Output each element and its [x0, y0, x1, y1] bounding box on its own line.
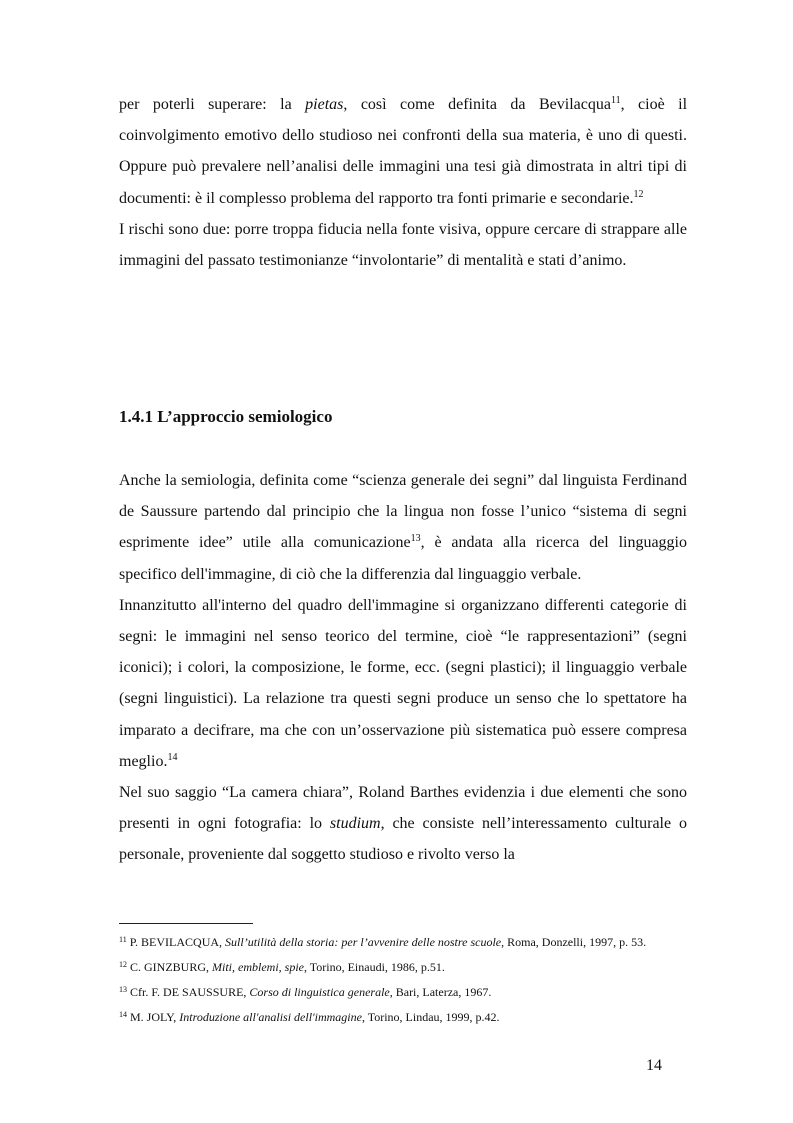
footnote-ref-14[interactable]: 14	[167, 751, 178, 763]
paragraph-rischi: I rischi sono due: porre troppa fiducia nella fonte visiva, oppure cercare di strappare alle immagini del passato testimonianze “involontarie” di mentalità e stati d’animo.	[119, 220, 687, 270]
footnote-13: $^{13}$ Cfr. F. DE SAUSSURE, Corso di linguistica generale, Bari, Laterza, 1967.	[119, 985, 492, 999]
section-heading: 1.4.1 L’approccio semiologico	[119, 407, 333, 426]
term-pietas: pietas	[305, 96, 344, 113]
footnote-ref-13[interactable]: 13	[410, 533, 421, 545]
body-text-top	[119, 89, 687, 276]
footnote-separator	[119, 923, 253, 924]
term-studium: studium	[329, 815, 381, 833]
footnotes	[119, 935, 689, 1035]
paragraph-semiologia: Anche la semiologia, definita come “scienza generale dei segni” dal linguista Ferdinand de Saussure partendo dal principio che la lingua non fosse l’unico “sistema di segni esprimente idee” utile alla comunicazione$^{13}$, è andata alla ricerca del linguaggio specifico dell'immagine, di ciò che la differenzia dal linguaggio verbale.	[119, 472, 688, 583]
footnote-11: $^{11}$ P. BEVILACQUA, Sull’utilità della storia: per l’avvenire delle nostre scuole, Roma, Donzelli, 1997, p. 53.	[119, 935, 647, 949]
footnote-14: $^{14}$ M. JOLY, Introduzione all'analisi dell'immagine, Torino, Lindau, 1999, p.42.	[119, 1010, 500, 1024]
footnote-12: $^{12}$ C. GINZBURG, Miti, emblemi, spie, Torino, Einaudi, 1986, p.51.	[119, 960, 445, 974]
paragraph-barthes: Nel suo saggio “La camera chiara”, Roland Barthes evidenzia i due elementi che sono presenti in ogni fotografia: lo studium, che consiste nell’interessamento culturale o personale, proveniente dal soggetto studioso e rivolto verso la	[119, 784, 687, 864]
paragraph-segni: Innanzitutto all'interno del quadro dell'immagine si organizzano differenti categorie di segni: le immagini nel senso teorico del termine, cioè “le rappresentazioni” (segni iconici); i colori, la composizione, le forme, ecc. (segni plastici); il linguaggio verbale (segni linguistici). La relazione tra questi segni produce un senso che lo spettatore ha imparato a decifrare, ma che con un’osservazione più sistematica può essere compresa meglio.$^{14}$	[119, 596, 687, 770]
footnote-ref-12[interactable]: 12	[633, 188, 644, 200]
body-text-bottom	[119, 465, 687, 871]
paragraph-pietas: per poterli superare: la pietas, così come definita da Bevilacqua$^{11}$, cioè il coinvolgimento emotivo dello studioso nei confronti della sua materia, è uno di questi. Oppure può prevalere nell’analisi delle immagini una tesi già dimostrata in altri tipi di documenti: è il complesso problema del rapporto tra fonti primarie e secondarie.$^{12}$	[119, 95, 688, 207]
footnote-ref-11[interactable]: 11	[610, 95, 621, 106]
page-number: 14	[646, 1057, 662, 1074]
